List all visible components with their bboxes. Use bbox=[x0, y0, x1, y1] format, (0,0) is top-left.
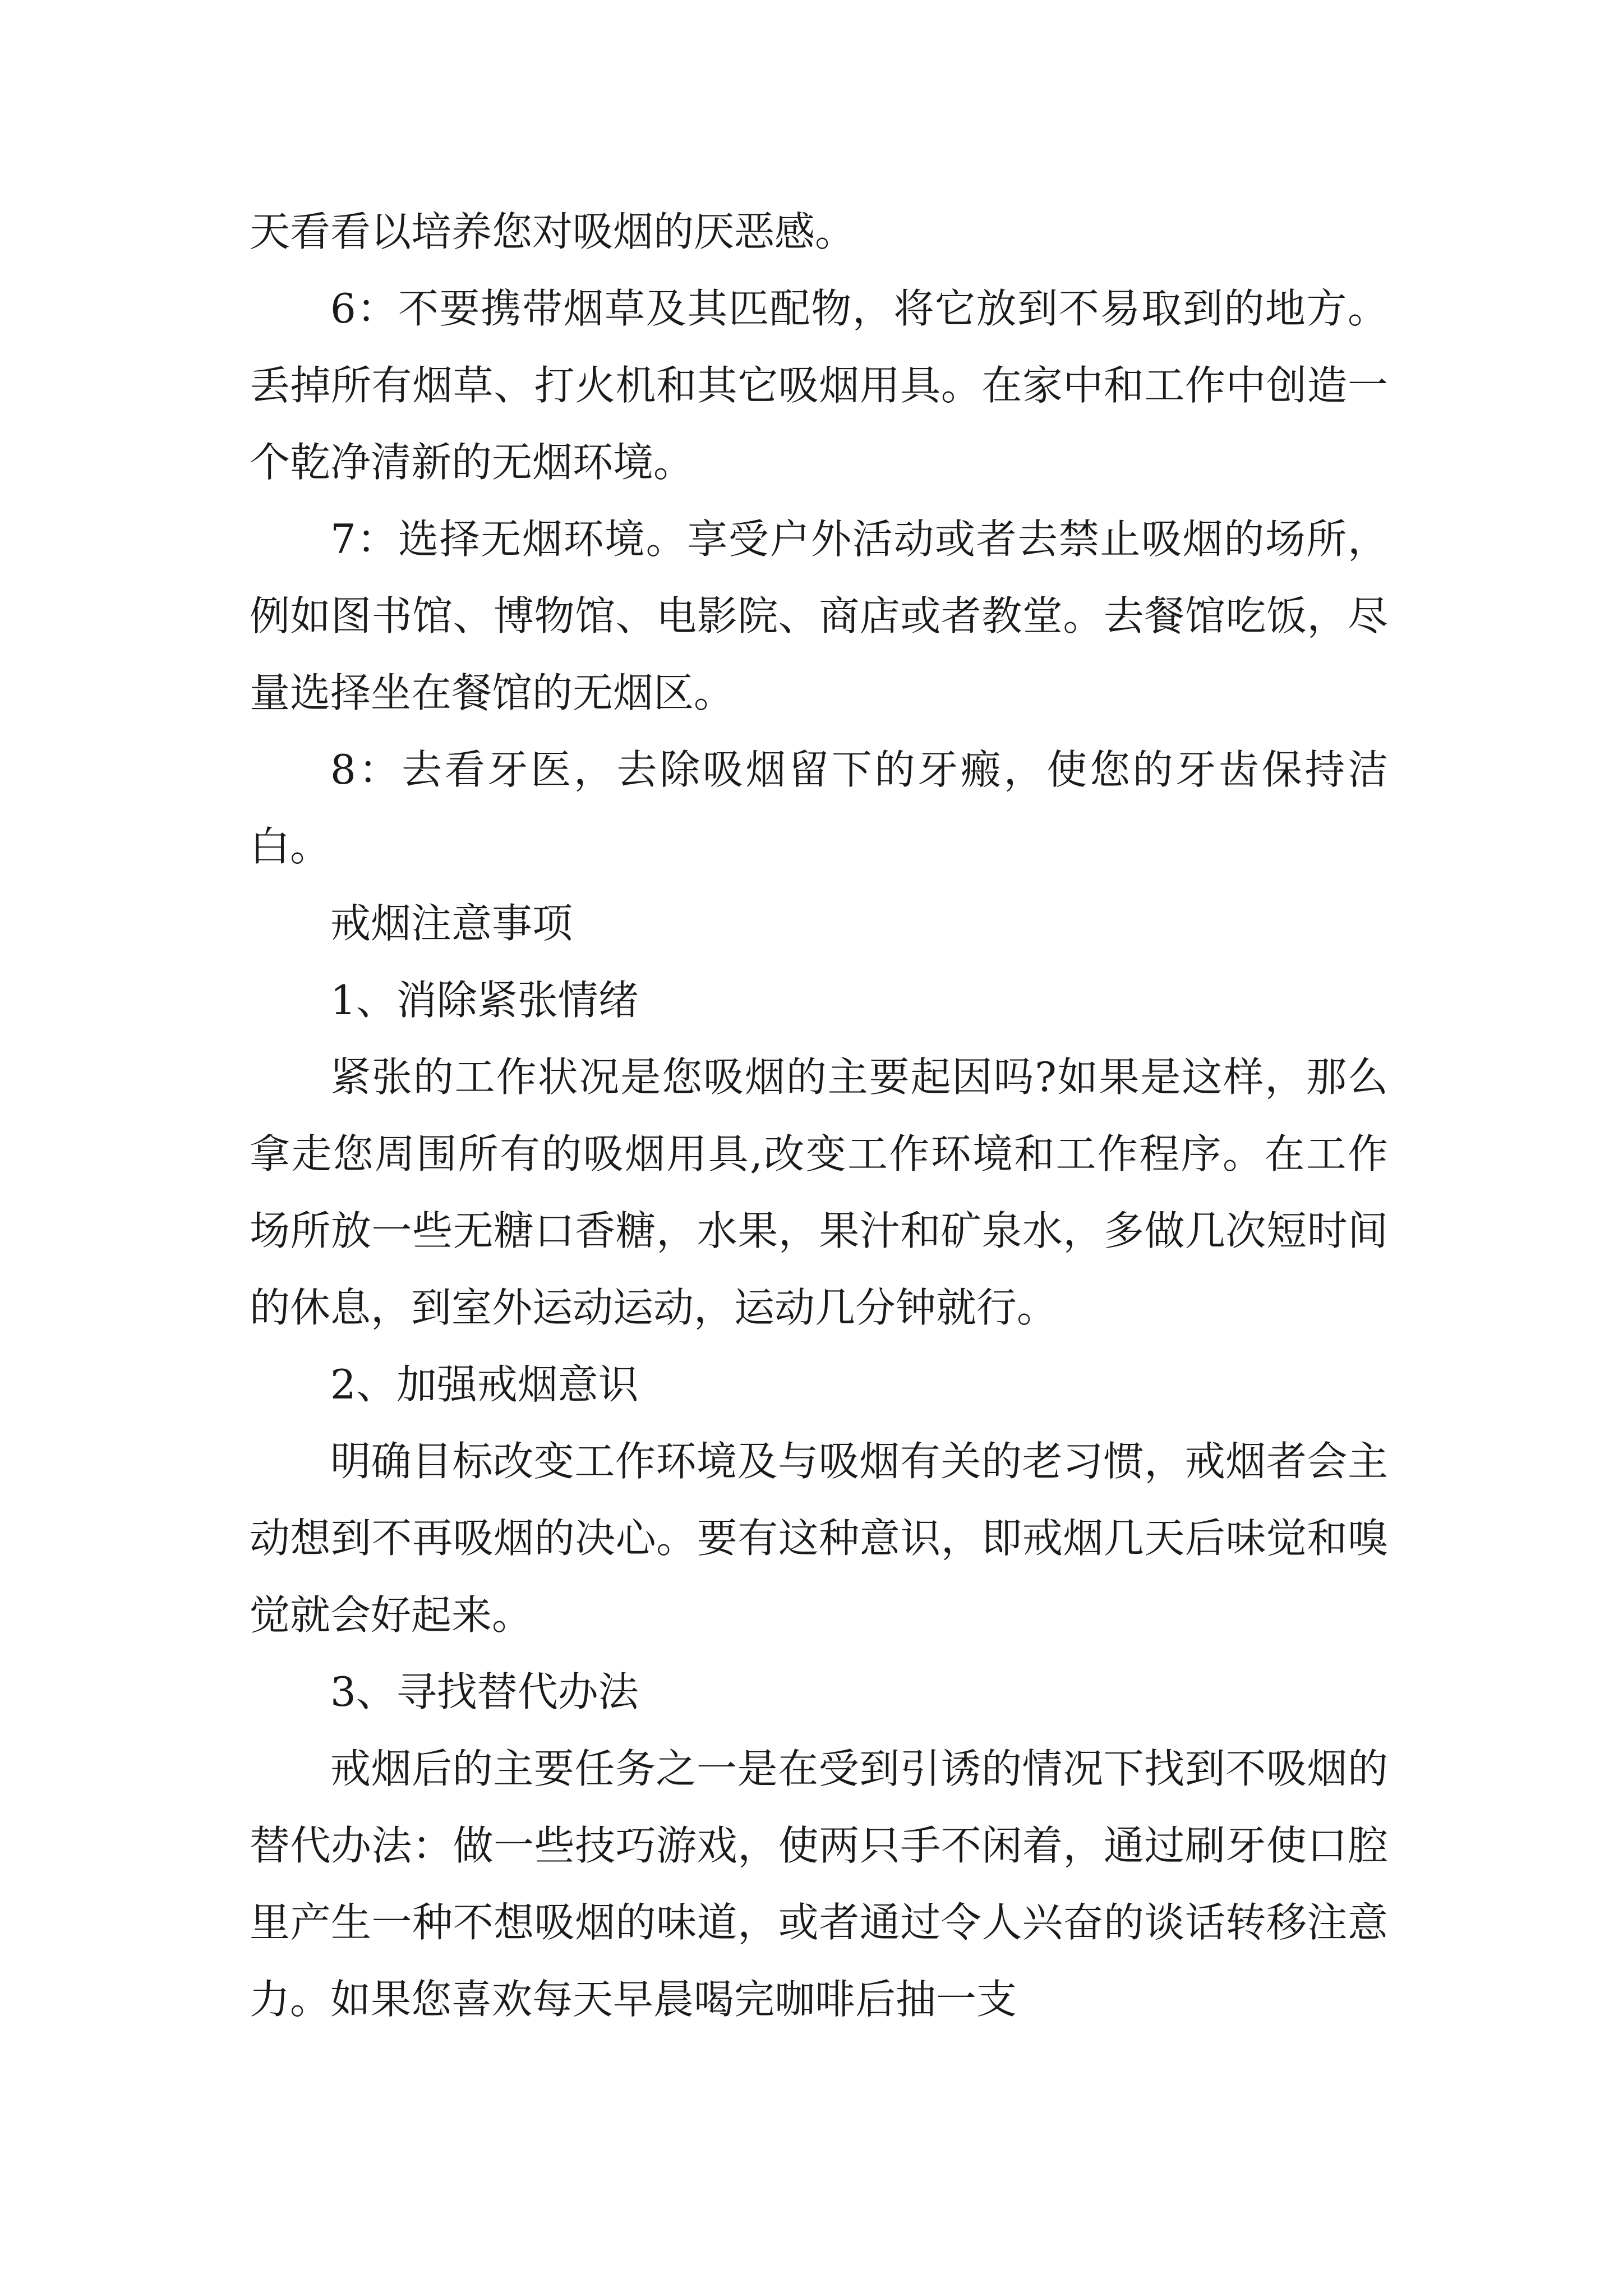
paragraph-item-8: 8：去看牙医，去除吸烟留下的牙瘢，使您的牙齿保持洁白。 bbox=[250, 746, 1388, 870]
paragraph-body-3: 戒烟后的主要任务之一是在受到引诱的情况下找到不吸烟的替代办法：做一些技巧游戏，使两只手不闲着，通过刷牙使口腔里产生一种不想吸烟的味道，或者通过令人兴奋的谈话转移注意力。如果您喜欢每天早晨喝完咖啡后抽一支 bbox=[250, 1745, 1388, 2023]
document-body bbox=[250, 194, 1388, 2038]
paragraph-item-6: 6：不要携带烟草及其匹配物，将它放到不易取到的地方。丢掉所有烟草、打火机和其它吸烟用具。在家中和工作中创造一个乾净清新的无烟环境。 bbox=[250, 285, 1388, 486]
subheading-1: 1、消除紧张情绪 bbox=[330, 977, 639, 1024]
subheading-3: 3、寻找替代办法 bbox=[330, 1668, 639, 1715]
subheading-2: 2、加强戒烟意识 bbox=[330, 1361, 639, 1408]
paragraph-body-2: 明确目标改变工作环境及与吸烟有关的老习惯，戒烟者会主动想到不再吸烟的决心。要有这种意识，即戒烟几天后味觉和嗅觉就会好起来。 bbox=[250, 1438, 1388, 1639]
section-heading: 戒烟注意事项 bbox=[330, 900, 573, 947]
paragraph-item-7: 7：选择无烟环境。享受户外活动或者去禁止吸烟的场所，例如图书馆、博物馆、电影院、商店或者教堂。去餐馆吃饭，尽量选择坐在餐馆的无烟区。 bbox=[250, 516, 1388, 716]
paragraph-continuation: 天看看以培养您对吸烟的厌恶感。 bbox=[250, 208, 856, 255]
paragraph-body-1: 紧张的工作状况是您吸烟的主要起因吗?如果是这样，那么拿走您周围所有的吸烟用具,改变工作环境和工作程序。在工作场所放一些无糖口香糖，水果，果汁和矿泉水，多做几次短时间的休息，到室外运动运动，运动几分钟就行。 bbox=[250, 1053, 1388, 1331]
